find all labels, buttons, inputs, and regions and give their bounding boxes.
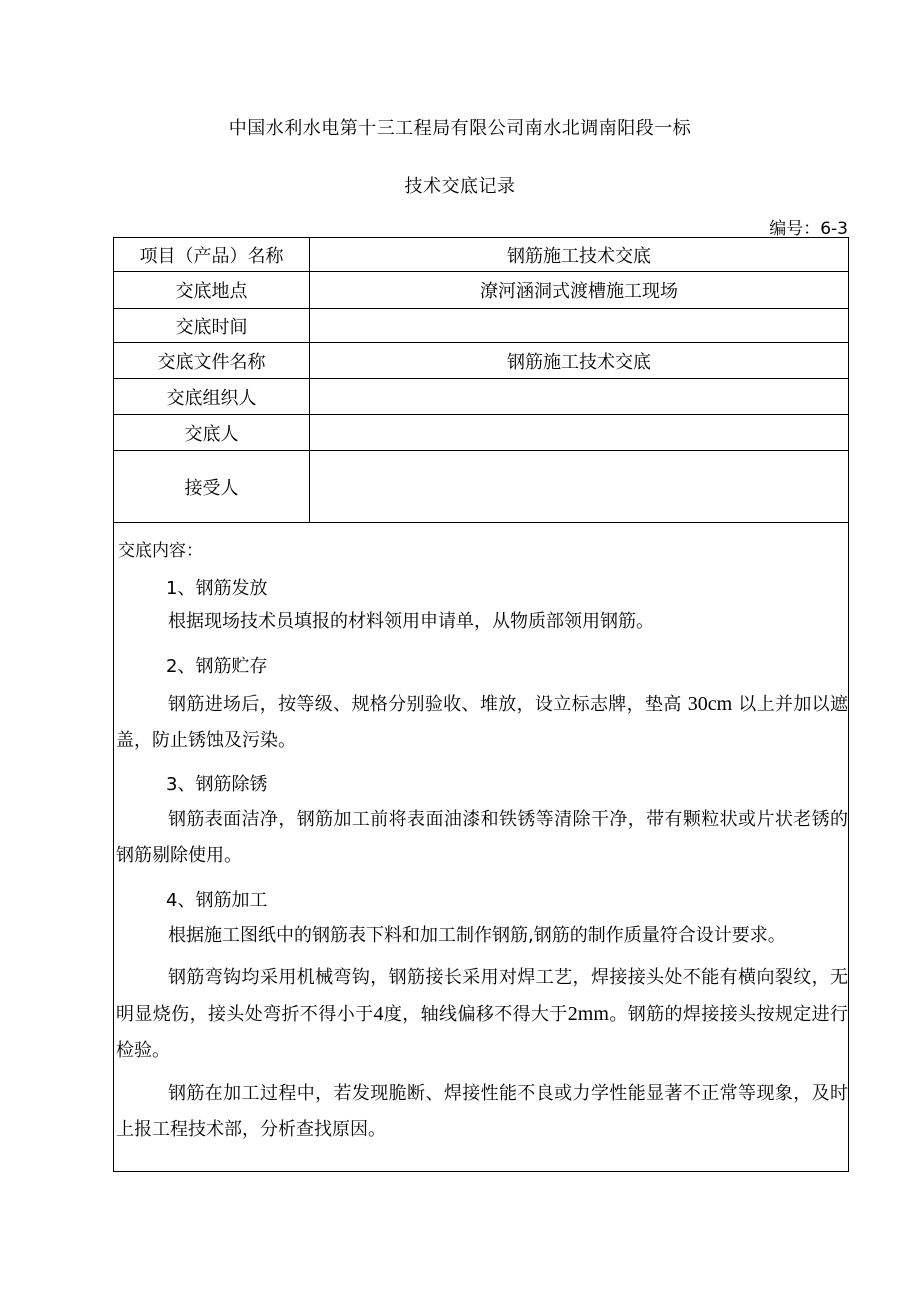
section-4-heading: 4、钢筋加工 — [166, 890, 268, 911]
row-value-receiver — [310, 451, 849, 523]
table-row — [114, 238, 849, 272]
section-2-text-b: 以上并加以遮盖，防止锈蚀及污染。 — [116, 694, 849, 751]
row-label-organizer: 交底组织人 — [114, 379, 310, 415]
table-row — [114, 343, 849, 379]
section-4-text-2 — [116, 960, 848, 1069]
table-row — [114, 451, 849, 523]
section-1-text: 根据现场技术员填报的材料领用申请单，从物质部领用钢筋。 — [168, 611, 654, 632]
row-label-location: 交底地点 — [114, 272, 310, 309]
section-4-text-2b: 度，轴线偏移不得大于 — [383, 1004, 568, 1025]
row-value-project-name: 钢筋施工技术交底 — [310, 238, 849, 272]
section-4-text-2a: 钢筋弯钩均采用机械弯钩，钢筋接长采用对焊工艺，焊接接头处不能有横向裂纹，无明显烧伤，接头处弯折不得小于 — [116, 967, 848, 1025]
row-label-project-name: 项目（产品）名称 — [114, 238, 310, 272]
content-title: 交底内容： — [118, 541, 203, 561]
row-value-time — [310, 309, 849, 343]
table-row — [114, 272, 849, 309]
section-2-text — [116, 686, 848, 759]
organization-title: 中国水利水电第十三工程局有限公司南水北调南阳段一标 — [228, 118, 692, 139]
section-4-text-2c: 。钢筋的焊接接头按规定进行检验。 — [116, 1004, 849, 1061]
row-value-presenter — [310, 415, 849, 451]
row-value-location: 潦河涵洞式渡槽施工现场 — [310, 272, 849, 309]
section-3-heading: 3、钢筋除锈 — [166, 774, 268, 795]
row-label-presenter: 交底人 — [114, 415, 310, 451]
row-value-document-name: 钢筋施工技术交底 — [310, 343, 849, 379]
info-table — [113, 237, 849, 523]
table-row — [114, 415, 849, 451]
section-2-text-a: 钢筋进场后，按等级、规格分别验收、堆放，设立标志牌，垫高 — [168, 694, 682, 715]
content-box — [113, 520, 849, 1172]
document-title: 技术交底记录 — [404, 176, 516, 197]
row-label-document-name: 交底文件名称 — [114, 343, 310, 379]
row-label-receiver: 接受人 — [114, 451, 310, 523]
row-value-organizer — [310, 379, 849, 415]
table-row — [114, 379, 849, 415]
row-label-time: 交底时间 — [114, 309, 310, 343]
section-4-offset-value: 2mm — [567, 1003, 609, 1025]
section-4-text-3: 钢筋在加工过程中，若发现脆断、焊接性能不良或力学性能显著不正常等现象，及时上报工程技术部，分析查找原因。 — [116, 1083, 848, 1140]
section-2-heading: 2、钢筋贮存 — [166, 656, 268, 677]
section-2-measure: 30cm — [687, 693, 733, 715]
section-4-text-1: 根据施工图纸中的钢筋表下料和加工制作钢筋,钢筋的制作质量符合设计要求。 — [168, 925, 786, 946]
table-row — [114, 309, 849, 343]
section-3-text: 钢筋表面洁净，钢筋加工前将表面油漆和铁锈等清除干净，带有颗粒状或片状老锈的钢筋剔除使用。 — [116, 809, 848, 866]
section-4-angle-value: 4 — [373, 1003, 384, 1025]
document-number: 编号：6-3 — [769, 219, 848, 239]
section-1-heading: 1、钢筋发放 — [166, 578, 268, 599]
